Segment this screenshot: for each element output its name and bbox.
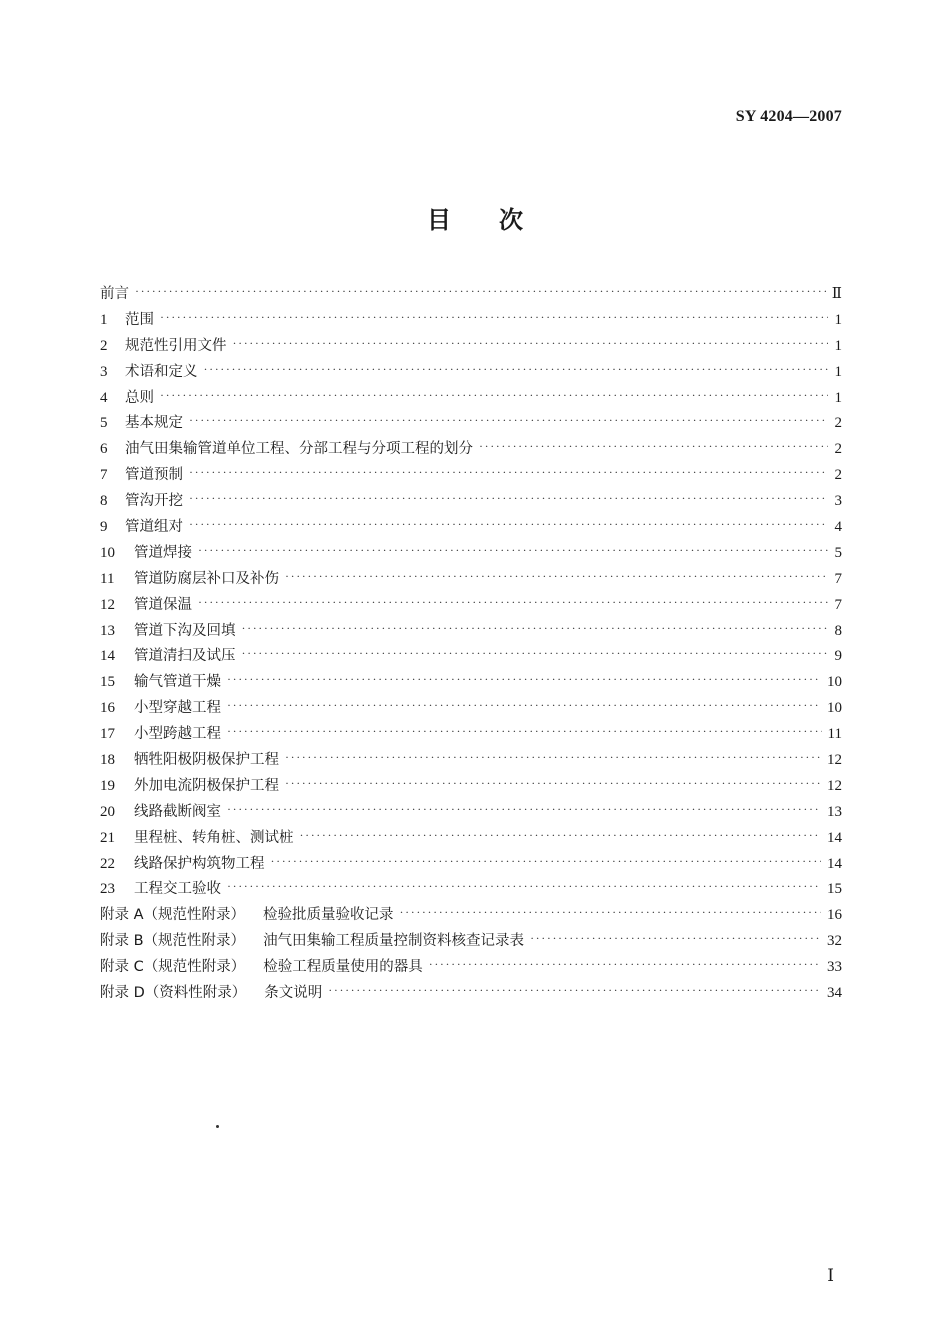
toc-entry-label: 总则 [125, 389, 154, 406]
dot-leader [300, 823, 822, 849]
toc-entry-label: 附录 A（规范性附录） [100, 907, 246, 924]
dot-leader [227, 693, 821, 719]
toc-entry-number: 17 [100, 726, 115, 743]
toc-entry-label: 小型跨越工程 [134, 726, 221, 743]
toc-page-number: 5 [834, 544, 842, 561]
dot-leader [242, 641, 829, 667]
toc-entry-number: 4 [100, 389, 108, 406]
toc-entry-label: 术语和定义 [125, 363, 198, 380]
toc-entry-label: 管道组对 [125, 519, 183, 536]
toc-entry-label: 管沟开挖 [125, 493, 183, 510]
toc-page-number: 32 [827, 933, 842, 950]
toc-page-number: 7 [834, 570, 842, 587]
dot-leader [189, 512, 828, 538]
toc-page-number: 2 [834, 415, 842, 432]
dot-leader [285, 564, 828, 590]
toc-page-number: 14 [827, 855, 842, 872]
dot-leader [227, 874, 821, 900]
dot-leader [233, 331, 829, 357]
toc-entry-label: 工程交工验收 [134, 881, 221, 898]
toc-page-number: 4 [834, 519, 842, 536]
dot-leader [400, 900, 821, 926]
dot-leader [160, 305, 828, 331]
toc-page-number: 1 [834, 337, 842, 354]
toc-entry-label: 基本规定 [125, 415, 183, 432]
toc-entry-number: 6 [100, 441, 108, 458]
dot-leader [160, 383, 828, 409]
toc-appendix-title: 油气田集输工程质量控制资料核查记录表 [263, 933, 525, 950]
toc-entry-label: 前言 [100, 286, 129, 302]
toc-page-number: 12 [827, 752, 842, 769]
toc-entry-label: 规范性引用文件 [125, 337, 227, 354]
toc-entry-label: 油气田集输管道单位工程、分部工程与分项工程的划分 [125, 441, 473, 458]
toc-page-number: 10 [827, 674, 842, 691]
toc-page-number: Ⅱ [831, 286, 842, 302]
toc-appendix-title: 条文说明 [264, 985, 323, 1002]
toc-entry-number: 13 [100, 622, 115, 639]
table-of-contents [100, 282, 842, 1007]
toc-entry-label: 牺牲阳极阴极保护工程 [134, 752, 279, 769]
toc-page-number: 14 [827, 829, 842, 846]
toc-entry-number: 23 [100, 881, 115, 898]
toc-page-number: 34 [827, 985, 842, 1002]
toc-entry-number: 16 [100, 700, 115, 717]
toc-entry-label: 管道保温 [134, 596, 192, 613]
toc-entry-label: 管道清扫及试压 [134, 648, 236, 665]
dot-leader [198, 590, 828, 616]
dot-leader [285, 745, 821, 771]
dot-leader [198, 538, 828, 564]
dot-leader [328, 978, 821, 1004]
toc-entry-label: 管道焊接 [134, 544, 192, 561]
toc-page-number: 10 [827, 700, 842, 717]
toc-page-number: 1 [834, 311, 842, 328]
toc-entry-number: 5 [100, 415, 108, 432]
toc-entry-label: 线路截断阀室 [134, 803, 221, 820]
dot-leader [189, 408, 828, 434]
toc-page-number: 2 [834, 467, 842, 484]
toc-entry-number: 22 [100, 855, 115, 872]
toc-entry-label: 里程桩、转角桩、测试桩 [134, 829, 294, 846]
toc-page-number: 9 [834, 648, 842, 665]
scan-speck [216, 1125, 219, 1128]
toc-entry-label: 范围 [125, 311, 154, 328]
toc-entry-label: 管道防腐层补口及补伤 [134, 570, 279, 587]
toc-entry-number: 21 [100, 829, 115, 846]
toc-entry-label: 附录 D（资料性附录） [100, 985, 247, 1002]
toc-page-number: 3 [834, 493, 842, 510]
toc-entry-label: 附录 B（规范性附录） [100, 933, 246, 950]
dot-leader [530, 926, 821, 952]
dot-leader [189, 460, 828, 486]
page-title: 目次 [427, 206, 571, 234]
toc-appendix-title: 检验批质量验收记录 [263, 907, 394, 924]
dot-leader [429, 952, 821, 978]
toc-entry-label: 小型穿越工程 [134, 700, 221, 717]
standard-code: SY 4204—2007 [735, 108, 842, 125]
toc-entry[interactable] [100, 981, 842, 1007]
page-number: Ⅰ [827, 1266, 834, 1285]
toc-entry-number: 14 [100, 648, 115, 665]
toc-appendix-title: 检验工程质量使用的器具 [263, 959, 423, 976]
toc-entry-number: 9 [100, 519, 108, 536]
toc-page-number: 1 [834, 363, 842, 380]
toc-page-number: 11 [827, 726, 842, 743]
toc-entry-number: 1 [100, 311, 108, 328]
toc-page-number: 1 [834, 389, 842, 406]
toc-entry-number: 7 [100, 467, 108, 484]
toc-page-number: 12 [827, 777, 842, 794]
toc-page-number: 13 [827, 803, 842, 820]
toc-entry-number: 8 [100, 493, 108, 510]
toc-entry-label: 外加电流阴极保护工程 [134, 777, 279, 794]
dot-leader [479, 434, 828, 460]
toc-page-number: 8 [834, 622, 842, 639]
toc-entry-label: 附录 C（规范性附录） [100, 959, 246, 976]
toc-entry-number: 19 [100, 777, 115, 794]
dot-leader [227, 667, 821, 693]
toc-entry-number: 11 [100, 570, 115, 587]
toc-entry-number: 3 [100, 363, 108, 380]
dot-leader [285, 771, 821, 797]
dot-leader [227, 719, 822, 745]
dot-leader [204, 357, 829, 383]
toc-page-number: 2 [834, 441, 842, 458]
dot-leader [271, 849, 822, 875]
toc-entry-number: 15 [100, 674, 115, 691]
dot-leader [227, 797, 821, 823]
toc-entry-label: 管道下沟及回填 [134, 622, 236, 639]
dot-leader [135, 279, 826, 305]
toc-page-number: 16 [827, 907, 842, 924]
dot-leader [189, 486, 828, 512]
dot-leader [242, 616, 829, 642]
toc-page-number: 7 [834, 596, 842, 613]
toc-page-number: 15 [827, 881, 842, 898]
toc-entry-number: 12 [100, 596, 115, 613]
toc-entry-label: 输气管道干燥 [134, 674, 221, 691]
toc-entry-number: 2 [100, 337, 108, 354]
toc-page-number: 33 [827, 959, 842, 976]
toc-entry-number: 20 [100, 803, 115, 820]
toc-entry-number: 10 [100, 544, 115, 561]
toc-entry-label: 线路保护构筑物工程 [134, 855, 265, 872]
toc-entry-label: 管道预制 [125, 467, 183, 484]
toc-entry-number: 18 [100, 752, 115, 769]
